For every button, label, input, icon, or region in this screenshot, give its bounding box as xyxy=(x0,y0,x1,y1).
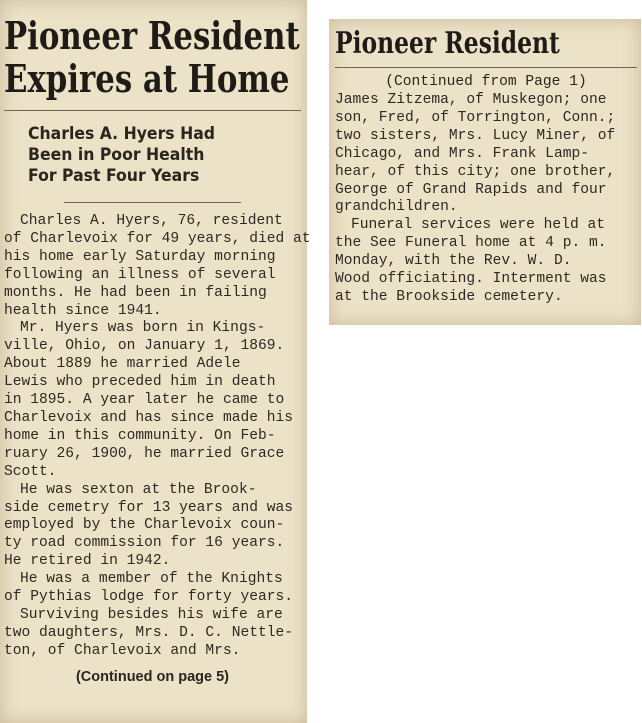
text-line: Scott. xyxy=(4,463,57,480)
continuation-headline: Pioneer Resident xyxy=(335,26,560,61)
text-line: two sisters, Mrs. Lucy Miner, of xyxy=(335,127,616,144)
text-line: ruary 26, 1900, he married Grace xyxy=(4,445,285,462)
continuation-body xyxy=(335,92,637,307)
continued-from-note: (Continued from Page 1) xyxy=(385,74,587,90)
text-line: He retired in 1942. xyxy=(4,553,171,570)
text-line: Charlevoix and has since made his xyxy=(4,409,294,426)
subhead-line-2: Been in Poor Health xyxy=(28,145,205,164)
text-line: following an illness of several xyxy=(4,266,276,283)
article-body xyxy=(4,213,311,661)
text-line: He was sexton at the Brook- xyxy=(20,481,257,498)
text-line: son, Fred, of Torrington, Conn.; xyxy=(335,109,616,126)
text-line: He was a member of the Knights xyxy=(20,571,283,588)
paragraph-1 xyxy=(4,213,311,320)
subheadline xyxy=(28,123,287,186)
text-line: health since 1941. xyxy=(4,302,162,319)
text-line: Mr. Hyers was born in Kings- xyxy=(20,320,266,337)
main-headline xyxy=(4,14,304,100)
text-line: ton, of Charlevoix and Mrs. xyxy=(4,642,241,659)
text-line: Chicago, and Mrs. Frank Lamp- xyxy=(335,145,589,162)
headline-rule xyxy=(4,110,301,111)
text-line: Surviving besides his wife are xyxy=(20,606,283,623)
continuation-rule xyxy=(335,67,637,68)
text-line: at the Brookside cemetery. xyxy=(335,288,563,305)
text-line: George of Grand Rapids and four xyxy=(335,181,607,198)
text-line: hear, of this city; one brother, xyxy=(335,163,616,180)
text-line: grandchildren. xyxy=(335,199,458,216)
text-line: home in this community. On Feb- xyxy=(4,427,276,444)
text-line: Funeral services were held at xyxy=(351,217,605,234)
continuation-paragraph-1 xyxy=(335,92,637,217)
subhead-line-1: Charles A. Hyers Had xyxy=(28,124,216,143)
text-line: in 1895. A year later he came to xyxy=(4,392,285,409)
text-line: ty road commission for 16 years. xyxy=(4,535,285,552)
paragraph-4 xyxy=(4,571,301,607)
text-line: of Pythias lodge for forty years. xyxy=(4,589,294,606)
text-line: Lewis who preceded him in death xyxy=(4,374,276,391)
text-line: Wood officiating. Interment was xyxy=(335,271,607,288)
text-line: employed by the Charlevoix coun- xyxy=(4,517,285,534)
text-line: ville, Ohio, on January 1, 1869. xyxy=(4,338,285,355)
headline-line-1: Pioneer Resident xyxy=(4,13,300,58)
headline-line-2: Expires at Home xyxy=(4,56,290,101)
continuation-paragraph-2 xyxy=(335,217,637,307)
text-line: Charles A. Hyers, 76, resident xyxy=(20,213,283,229)
text-line: side cemetry for 13 years and was xyxy=(4,499,294,516)
text-line: the See Funeral home at 4 p. m. xyxy=(335,235,607,252)
text-line: two daughters, Mrs. D. C. Nettle- xyxy=(4,624,294,641)
paragraph-5 xyxy=(4,607,301,661)
text-line: About 1889 he married Adele xyxy=(4,356,241,373)
paragraph-3 xyxy=(4,482,301,572)
subhead-rule xyxy=(64,202,241,203)
continued-on-note: (Continued on page 5) xyxy=(75,668,230,685)
left-clipping xyxy=(0,0,311,723)
text-line: Monday, with the Rev. W. D. xyxy=(335,253,572,270)
right-clipping xyxy=(329,19,641,325)
text-line: James Zitzema, of Muskegon; one xyxy=(335,92,607,108)
text-line: his home early Saturday morning xyxy=(4,248,276,265)
paragraph-2 xyxy=(4,320,301,481)
text-line: months. He had been in failing xyxy=(4,284,267,301)
text-line: of Charlevoix for 49 years, died at xyxy=(4,230,311,247)
subhead-line-3: For Past Four Years xyxy=(28,166,200,185)
